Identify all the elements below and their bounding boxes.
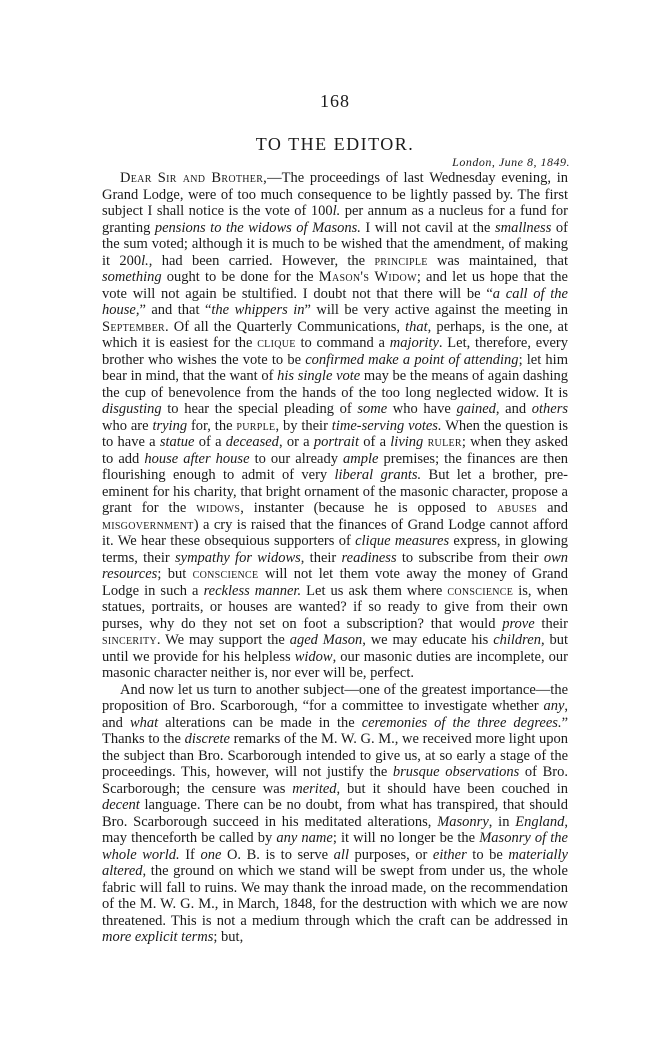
text-run: to be	[466, 846, 509, 863]
text-run: premises; the finances are then flourishing enough to admit of very	[102, 450, 569, 483]
text-run: express, in glowing terms, their	[102, 533, 568, 566]
text-run: what	[129, 714, 159, 731]
text-run: time-serving votes.	[331, 417, 442, 434]
text-run: to hear the special pleading of	[161, 401, 358, 417]
text-run: Masonry of the whole world.	[102, 830, 568, 863]
text-run: alterations can be made in the	[158, 714, 362, 731]
text-run: either	[432, 846, 467, 863]
text-run: for, the	[187, 417, 237, 434]
text-run: to subscribe from their	[396, 549, 544, 566]
text-run: , but it should have been couched in	[336, 780, 568, 797]
text-run: O. B. is to serve	[221, 846, 334, 863]
text-run: , by their	[275, 417, 332, 434]
text-run: Mason's Widow	[318, 269, 417, 285]
text-run: ) a cry is raised that the finances of Grand Lodge cannot afford it. We hear these obsequious supporters of	[102, 516, 568, 549]
paragraph-1	[102, 170, 568, 682]
text-run: ” Thanks to the	[102, 714, 569, 747]
text-run: brusque observations	[392, 764, 520, 780]
text-run: remarks of the M. W. G. M., we received more light upon the subject than Bro. Scarborough intended to give us, at so early a stage of the proceedings. This, however, will not justify the	[102, 731, 569, 780]
text-run: ” and that “	[139, 302, 212, 318]
text-run: of the sum voted; although it is much to be wished that the amendment, of making it 200	[102, 219, 568, 269]
text-run: , perhaps, is the one, at which it is easiest for the	[102, 318, 568, 351]
text-run: . Let, therefore, every brother who wishes the vote to be	[102, 335, 568, 368]
text-run: children	[493, 632, 541, 648]
text-run: of Bro. Scarborough; the censure was	[102, 764, 568, 797]
text-run: readiness	[341, 549, 397, 566]
text-run: the whippers in	[211, 302, 305, 318]
text-run: purple	[236, 417, 276, 434]
text-run: aged Mason	[289, 632, 363, 648]
text-run: was maintained, that	[427, 252, 569, 269]
text-run: may be the means of again dashing the cup of benevolence from the hands of the too long neglected widow. It is	[102, 368, 568, 401]
text-run: ceremonies of the three degrees.	[361, 714, 562, 731]
text-run: , their	[300, 549, 342, 566]
text-run: ; but,	[213, 929, 244, 945]
text-run: clique	[257, 335, 296, 351]
text-run: . We may support the	[156, 632, 290, 648]
text-run: reckless manner.	[203, 582, 302, 599]
text-run: , and	[495, 401, 532, 417]
paragraph-2	[102, 682, 568, 946]
text-run: ; when they asked to add	[102, 434, 569, 467]
text-run: , but until we provide for his helpless	[102, 632, 568, 665]
text-run: , may thenceforth be called by	[102, 813, 568, 846]
text-run: who are	[102, 417, 153, 434]
text-run: house after house	[144, 450, 250, 467]
text-run: , instanter (because he is opposed to	[240, 500, 497, 516]
text-run: Let us ask them where	[301, 582, 448, 599]
text-run: trying	[152, 417, 188, 434]
text-run: of a	[358, 434, 391, 450]
text-run: , we may educate his	[362, 632, 494, 648]
text-run: ought to be done for the	[161, 269, 319, 285]
text-run: is, when statues, portraits, or houses are wanted? if so ready to give from their own purses, why do they not set on foot a subscription? that would	[102, 582, 568, 632]
text-run: portrait	[313, 434, 359, 450]
text-run: But let a brother, pre-eminent for his charity, that bright ornament of the masonic character, propose a grant for the	[102, 467, 569, 516]
text-run: any name	[276, 830, 333, 846]
text-run: widows	[196, 500, 241, 516]
text-run: conscience	[447, 582, 514, 599]
text-run: others	[531, 401, 569, 417]
text-run: one	[200, 846, 222, 863]
text-run: conscience	[192, 566, 259, 582]
text-run: sympathy for widows	[174, 549, 301, 566]
text-run: materially altered	[102, 846, 568, 879]
text-run: of a	[194, 434, 226, 450]
text-run: , and	[102, 698, 568, 731]
text-run: If	[179, 846, 201, 863]
text-run: ; it will no longer be the	[332, 830, 480, 846]
text-run: , or a	[278, 434, 314, 450]
text-run: clique measures	[355, 533, 450, 549]
text-run: deceased	[225, 434, 279, 450]
text-run: , had been carried. However, the	[148, 252, 375, 269]
text-run: l.	[141, 252, 149, 269]
text-run: that	[405, 318, 428, 335]
text-run: their	[534, 615, 568, 632]
text-run: ; let him bear in mind, that the want of	[102, 351, 568, 384]
text-run: all	[333, 846, 349, 863]
text-run: l.	[332, 203, 341, 219]
text-run: misgovernment	[102, 516, 194, 533]
text-run: more explicit terms	[102, 929, 214, 945]
text-run: his single vote	[277, 368, 361, 384]
text-run: . Of all the Quarterly Communications,	[165, 318, 406, 335]
text-run: a call of the house,	[102, 285, 568, 318]
text-run: ample	[343, 450, 379, 467]
text-run: Dear Sir and Brother,	[120, 170, 268, 186]
text-run: smallness	[494, 219, 552, 236]
text-run: liberal grants.	[334, 467, 422, 483]
text-run: pensions to the widows of Masons.	[154, 219, 361, 236]
text-run: ” will be very active against the meeting in	[304, 302, 568, 318]
text-run: gained	[456, 401, 496, 417]
text-run: purposes, or	[348, 846, 433, 863]
text-run: statue	[159, 434, 195, 450]
text-run: language. There can be no doubt, from what has transpired, that should Bro. Scarborough succeed in his meditated alterations,	[102, 797, 568, 830]
letter-dateline: London, June 8, 1849.	[452, 155, 570, 169]
text-run: living	[390, 434, 424, 450]
text-run: merited	[292, 780, 337, 797]
text-run: Masonry	[437, 813, 489, 830]
text-run: who have	[387, 401, 457, 417]
text-run: abuses	[496, 500, 538, 516]
text-run: discrete	[184, 731, 230, 747]
text-run: principle	[374, 252, 428, 269]
text-run: prove	[502, 615, 535, 632]
text-run: ; but	[157, 566, 193, 582]
text-run: and	[537, 500, 569, 516]
text-run: some	[357, 401, 388, 417]
text-run: to command a	[295, 335, 390, 351]
text-run: to our already	[249, 450, 344, 467]
text-run: will not let them vote away the money of Grand Lodge in such a	[102, 566, 568, 599]
text-run: any	[543, 698, 565, 714]
letter-body	[102, 170, 568, 946]
text-run: ; and let us hope that the vote will not again be stultified. I doubt not that there will be “	[102, 269, 568, 302]
text-run: ruler	[427, 434, 462, 450]
letter-heading: TO THE EDITOR.	[255, 134, 415, 154]
text-run: something	[102, 269, 162, 285]
text-run: , the ground on which we stand will be swept from under us, the whole fabric will fall to ruins. We may thank the inroad made, on the recommendation of the M. W. G. M., in March, 1848, for the destruction with which we are now threatened. This is not a medium through which the craft can be addressed in	[102, 863, 568, 929]
text-run: disgusting	[102, 401, 162, 417]
text-run: per annum as a nucleus for a fund for granting	[102, 203, 568, 236]
text-run: I will not cavil at the	[360, 219, 495, 236]
text-run: decent	[102, 797, 140, 813]
text-run: widow	[294, 648, 333, 665]
text-run: When the question is to have a	[102, 417, 568, 450]
text-run: majority	[389, 335, 439, 351]
text-run: England	[515, 813, 565, 830]
text-run: sincerity	[102, 632, 157, 648]
page-number: 168	[320, 91, 350, 111]
text-run: confirmed make a point of attending	[305, 351, 519, 368]
text-run: , our masonic duties are incomplete, our masonic character neither is, nor ever will be, perfect.	[102, 648, 568, 681]
text-run: own resources	[102, 549, 568, 582]
text-run: And now let us turn to another subject—one of the greatest importance—the proposition of Bro. Scarborough, “for a committee to investigate whether	[102, 681, 568, 714]
text-run: September	[102, 318, 165, 335]
text-run: , in	[488, 813, 516, 830]
text-run: —The proceedings of last Wednesday evening, in Grand Lodge, were of too much consequence to be lightly passed by. The first subject I shall notice is the vote of 100	[102, 170, 568, 219]
